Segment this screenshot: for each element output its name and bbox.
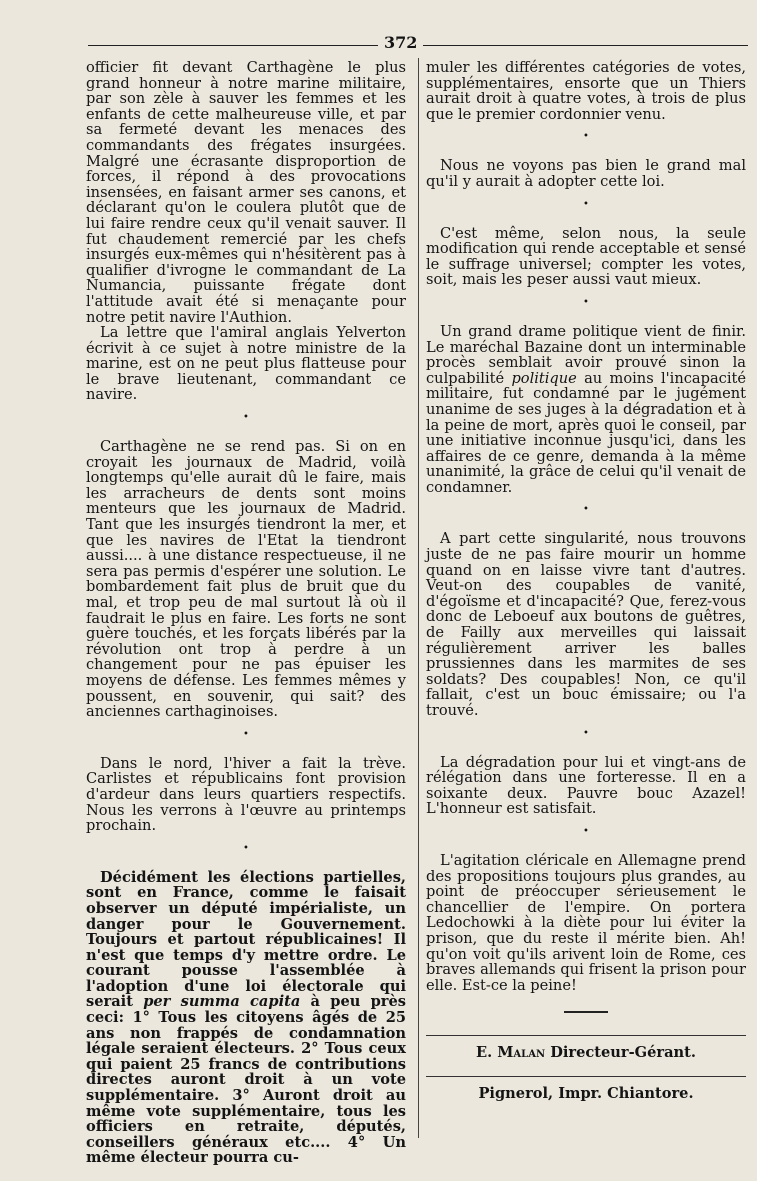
section-separator <box>86 842 406 856</box>
section-separator <box>86 411 406 425</box>
paragraph-carthagene-siege: Carthagène ne se rend pas. Si on en croyait les journaux de Madrid, voilà longtemps qu'elle aurait dû le faire, mais les arracheurs de dents sont moins menteurs que les journaux de Madrid. Tant que les insurgés tiendront la mer, et que les navires de l'Etat la tiendront aussi.... à une distance respectueuse, il ne sera pas permis d'espérer une solution. Le bombardement fait plus de bruit que du mal, et trop peu de mal surtout là où il faudrait le plus en faire. Les forts ne sont guère touchés, et les forçats libérés par la révolution ont trop à perdre à un changement pour ne pas épuiser les moyens de défense. Les femmes mêmes y poussent, en souvenir, qui sait? des anciennes carthaginoises. <box>86 438 406 721</box>
editor-title: Directeur-Gérant. <box>550 1044 696 1062</box>
electoral-law-italic: per summa capita <box>143 993 301 1011</box>
section-separator <box>426 825 746 839</box>
section-separator <box>86 728 406 742</box>
bazaine-text-b: au moins l'incapacité militaire, fut condamné par le jugément unanime de ses juges à la dégradation et à la peine de mort, après quoi le conseil, par une initiative inconnue jusqu'ici, dans les affaires de ce genre, demanda à la même unanimité, la grâce de celui qu'il venait de condamner. <box>426 369 746 496</box>
paragraph-clerical-agitation: L'agitation cléricale en Allemagne prend des propositions toujours plus grandes, au point de préoccuper sérieusement le chancellier de l'empire. On portera Ledochowki à la diète pour lui éviter la prison, que du reste il mérite bien. Ah! qu'on voit qu'ils arivent loin de Rome, ces braves allemands qui frisent la prison pour elle. Est-ce la peine! <box>426 851 746 994</box>
electoral-law-text-b: à peu près ceci: 1° Tous les citoyens âgés de 25 ans non frappés de condamnation légale seraient électeurs. 2° Tous ceux qui paient 25 francs de contributions directes auront droit à un vote supplémentaire. 3° Auront droit au même vote supplémentaire, tous les officiers en retraite, députés, conseillers généraux etc.... 4° Un même électeur pourra cu- <box>86 993 406 1167</box>
paragraph-vote-categories: muler les différentes catégories de votes, supplémentaires, ensorte que un Thiers aurait droit à quatre votes, à trois de plus que le premier cordonnier venu. <box>426 59 746 123</box>
electoral-law-text-a: Décidément les élections partielles, sont en France, comme le faisait observer un député impérialiste, un danger pour le Gouvernement. Toujours et partout républicaines! Il n'est que temps d'y mettre ordre. Le courant pousse l'assemblée à l'adoption d'une loi électorale qui serait <box>86 868 406 1011</box>
footer-rule <box>426 1035 746 1036</box>
section-separator <box>426 727 746 741</box>
printer-line: Pignerol, Impr. Chiantore. <box>478 1085 694 1103</box>
paragraph-bazaine-trial <box>426 324 746 496</box>
editor-line <box>426 1044 746 1062</box>
paragraph-suffrage: C'est même, selon nous, la seule modification qui rende acceptable et sensé le suffrage universel; compter les votes, soit, mais les peser aussi vaut mieux. <box>426 224 746 289</box>
end-mark <box>564 1011 608 1013</box>
section-separator <box>426 296 746 310</box>
paragraph-degradation: La dégradation pour lui et vingt-ans de rélégation dans une forteresse. Il en a soixante deux. Pauvre bouc Azazel! L'honneur est satisfait. <box>426 753 746 818</box>
paragraph-no-harm: Nous ne voyons pas bien le grand mal qu'il y aurait à adopter cette loi. <box>426 157 746 190</box>
paragraph-north-truce: Dans le nord, l'hiver a fait la trève. Carlistes et républicains font provision d'ardeur dans leurs quartiers respectifs. Nous les verrons à l'œuvre au printemps prochain. <box>86 754 406 835</box>
paragraph-scapegoat: A part cette singularité, nous trouvons juste de ne pas faire mourir un homme quand on en laisse vivre tant d'autres. Veut-on des coupables de vanité, d'égoïsme et d'incapacité? Que, ferez-vous donc de Leboeuf aux boutons de guêtres, de Failly aux merveilles qui laissait régulièrement arriver les balles prussiennes dans les marmites de ses soldats? Des coupables! Non, ce qu'il fallait, c'est un bouc émissaire; ou l'a trouvé. <box>426 530 746 719</box>
section-separator <box>426 130 746 144</box>
paragraph-electoral-law <box>86 870 406 1166</box>
right-column <box>426 60 746 1103</box>
bazaine-text-a: Un grand drame politique vient de finir. Le maréchal Bazaine dont un interminable procès semblait avoir prouvé sinon la culpabilité <box>426 322 746 387</box>
editor-name: E. Malan <box>475 1044 546 1062</box>
paragraph-yelverton-letter: La lettre que l'amiral anglais Yelverton écrivit à ce sujet à notre ministre de la marine, est on ne peut plus flatteuse pour le brave lieutenant, commandant ce navire. <box>86 324 406 404</box>
section-separator <box>426 198 746 212</box>
column-divider <box>418 58 419 1138</box>
footer-rule-2 <box>426 1076 746 1077</box>
bazaine-italic: politique <box>511 369 577 387</box>
section-separator <box>426 503 746 517</box>
page-number: 372 <box>378 33 423 52</box>
left-column <box>86 60 406 1166</box>
paragraph-carthagene-officer: officier fit devant Carthagène le plus grand honneur à notre marine militaire, par son zèle à sauver les femmes et les enfants de cette malheureuse ville, et par sa fermeté devant les menaces des commandants des frégates insurgées. Malgré une écrasante disproportion de forces, il répond à des provocations insensées, en faisant armer ses canons, et déclarant qu'on le coulera plutôt que de lui faire rendre ceux qu'il venait sauver. Il fut chaudement remercié par les chefs insurgés eux-mêmes qui n'hésitèrent pas à qualifier d'ivrogne le commandant de La Numancia, puissante frégate dont l'attitude avait été si menaçante pour notre petit navire l'Authion. <box>86 59 406 326</box>
